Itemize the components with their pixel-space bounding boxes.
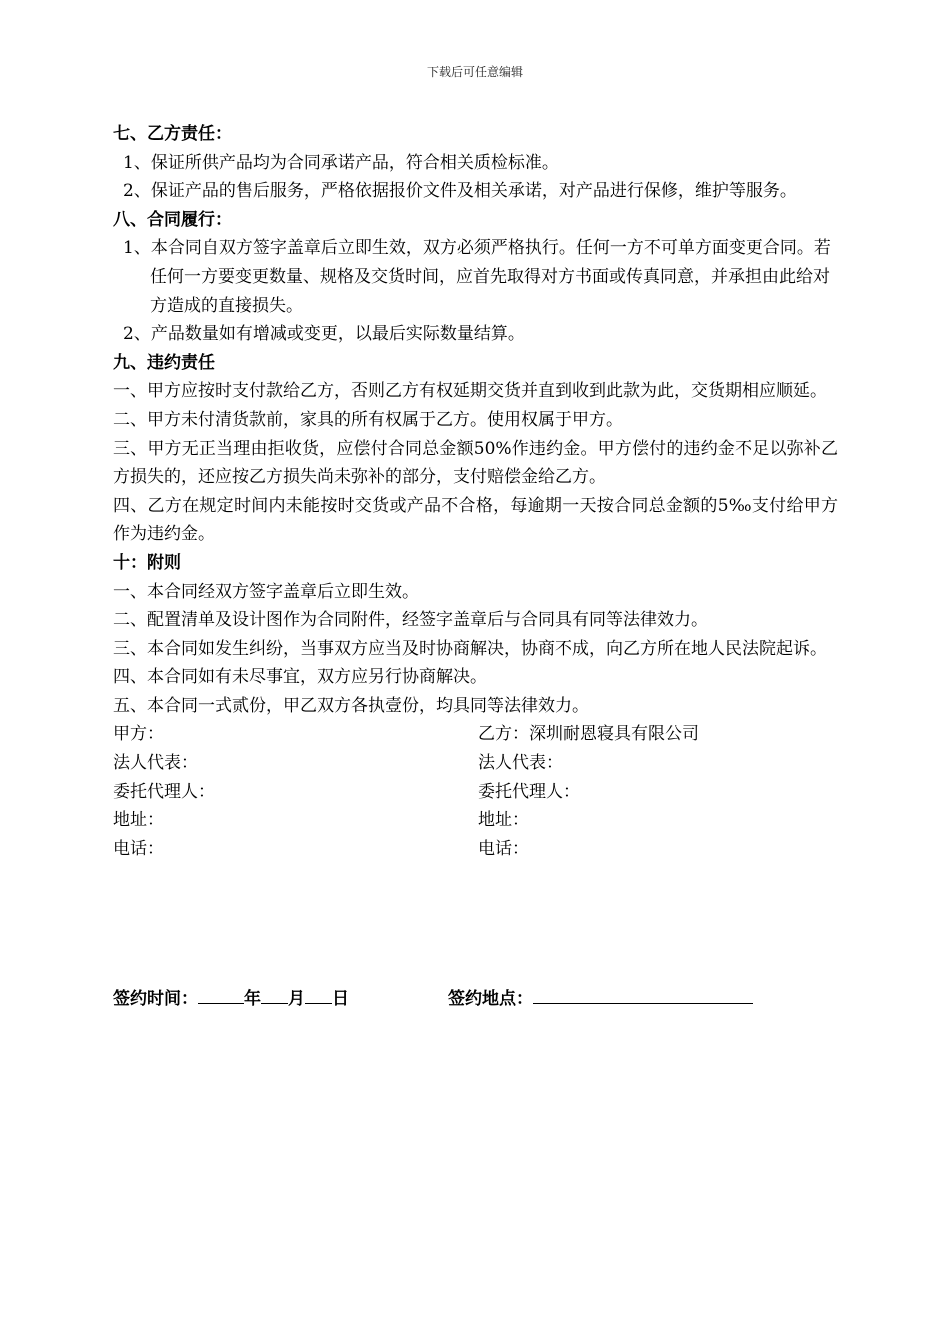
signature-row-legal-rep bbox=[113, 749, 838, 778]
day-label: 日 bbox=[332, 989, 349, 1009]
year-label: 年 bbox=[244, 989, 261, 1009]
signature-row-agent bbox=[113, 778, 838, 807]
section-9-title: 九、违约责任 bbox=[113, 352, 215, 373]
signing-time-label: 签约时间： bbox=[113, 989, 198, 1009]
party-b-agent: 委托代理人： bbox=[478, 781, 580, 802]
signature-row-phone bbox=[113, 835, 838, 864]
signature-row-party bbox=[113, 720, 838, 749]
year-blank bbox=[198, 983, 244, 1004]
contract-body bbox=[113, 120, 838, 863]
section-7-item-1: 1、保证所供产品均为合同承诺产品，符合相关质检标准。 bbox=[123, 152, 559, 173]
signing-place bbox=[448, 983, 753, 1012]
month-blank bbox=[261, 983, 288, 1004]
section-10-item-3: 三、本合同如发生纠纷，当事双方应当及时协商解决，协商不成，向乙方所在地人民法院起诉。 bbox=[113, 638, 827, 659]
section-10-item-4: 四、本合同如有未尽事宜，双方应另行协商解决。 bbox=[113, 667, 487, 688]
party-b-address: 地址： bbox=[478, 810, 529, 831]
section-9-item-3: 三、甲方无正当理由拒收货，应偿付合同总金额50%作违约金。甲方偿付的违约金不足以弥补乙方损失的，还应按乙方损失尚未弥补的部分，支付赔偿金给乙方。 bbox=[113, 438, 838, 488]
section-10-item-2: 二、配置清单及设计图作为合同附件，经签字盖章后与合同具有同等法律效力。 bbox=[113, 610, 708, 631]
section-9-item-2: 二、甲方未付清货款前，家具的所有权属于乙方。使用权属于甲方。 bbox=[113, 409, 623, 430]
party-a-phone: 电话： bbox=[113, 838, 164, 859]
party-b-name: 乙方：深圳耐恩寝具有限公司 bbox=[478, 724, 699, 745]
section-10-title: 十：附则 bbox=[113, 552, 181, 573]
signing-place-label: 签约地点： bbox=[448, 989, 533, 1009]
section-7-item-2: 2、保证产品的售后服务，严格依据报价文件及相关承诺，对产品进行保修，维护等服务。 bbox=[123, 181, 797, 202]
party-b-phone: 电话： bbox=[478, 838, 529, 859]
section-8-title: 八、合同履行： bbox=[113, 209, 232, 230]
party-a-agent: 委托代理人： bbox=[113, 781, 215, 802]
month-label: 月 bbox=[288, 989, 305, 1009]
place-blank bbox=[533, 983, 753, 1004]
page-header: 下载后可任意编辑 bbox=[426, 65, 523, 79]
party-a-name: 甲方： bbox=[113, 724, 164, 745]
section-8-item-2: 2、产品数量如有增减或变更，以最后实际数量结算。 bbox=[123, 324, 525, 345]
section-9-item-4: 四、乙方在规定时间内未能按时交货或产品不合格，每逾期一天按合同总金额的5‰支付给甲方作为违约金。 bbox=[113, 495, 838, 545]
signing-footer bbox=[113, 983, 838, 1012]
section-8-item-1: 1、本合同自双方签字盖章后立即生效，双方必须严格执行。任何一方不可单方面变更合同。若任何一方要变更数量、规格及交货时间，应首先取得对方书面或传真同意，并承担由此给对方造成的直接损失。 bbox=[123, 238, 831, 316]
section-10-item-1: 一、本合同经双方签字盖章后立即生效。 bbox=[113, 581, 419, 602]
section-7-title: 七、乙方责任： bbox=[113, 124, 232, 144]
section-9-item-1: 一、甲方应按时支付款给乙方，否则乙方有权延期交货并直到收到此款为此，交货期相应顺延。 bbox=[113, 381, 827, 402]
section-10-item-5: 五、本合同一式贰份，甲乙双方各执壹份，均具同等法律效力。 bbox=[113, 695, 589, 716]
party-a-legal-rep: 法人代表： bbox=[113, 753, 198, 774]
signature-row-address bbox=[113, 806, 838, 835]
day-blank bbox=[305, 983, 332, 1004]
party-b-legal-rep: 法人代表： bbox=[478, 753, 563, 774]
party-a-address: 地址： bbox=[113, 810, 164, 831]
